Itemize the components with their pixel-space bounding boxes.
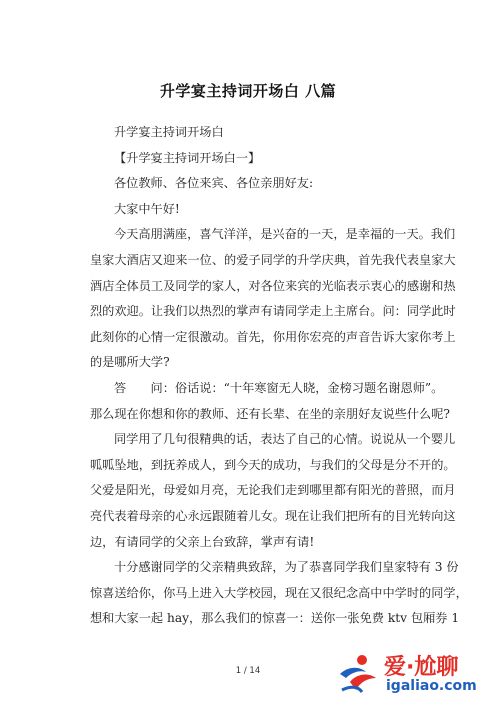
body-line: 皇家大酒店又迎来一位、的爱子同学的升学庆典，首先我代表皇家大 xyxy=(90,252,456,267)
body-line: 酒店全体员工及同学的家人，对各位来宾的光临表示衷心的感谢和热 xyxy=(90,278,456,293)
running-person-logo-icon xyxy=(332,652,382,696)
page-number: 1 / 14 xyxy=(235,666,261,676)
watermark-brand: 爱·尬聊 xyxy=(384,655,459,680)
body-line: 边，有请同学的父亲上台致辞，掌声有请! xyxy=(90,534,315,549)
body-line: 同学用了几句很精典的话，表达了自己的心情。说说从一个婴儿 xyxy=(114,432,456,447)
body-line: 烈的欢迎。让我们以热烈的掌声有请同学走上主席台。问：同学此时 xyxy=(90,304,456,319)
site-watermark xyxy=(332,650,482,698)
body-line: 此刻你的心情一定很激动。首先，你用你宏亮的声音告诉大家你考上 xyxy=(90,329,456,344)
body-line: 大家中午好! xyxy=(114,201,180,216)
body-line: 各位教师、各位来宾、各位亲朋好友: xyxy=(114,176,314,191)
watermark-url: igaliao.com xyxy=(386,678,477,694)
body-line: 父爱是阳光，母爱如月亮，无论我们走到哪里都有阳光的普照，而月 xyxy=(90,483,456,498)
body-line: 【升学宴主持词开场白一】 xyxy=(114,150,261,165)
body-line: 今天高朋满座，喜气洋洋，是兴奋的一天，是幸福的一天。我们 xyxy=(114,227,456,242)
body-line: 呱呱坠地，到抚养成人，到今天的成功，与我们的父母是分不开的。 xyxy=(90,457,456,472)
body-line: 升学宴主持词开场白 xyxy=(114,125,224,139)
document-body xyxy=(90,120,468,632)
body-line: 惊喜送给你，你马上进入大学校园，现在又很纪念高中中学时的同学， xyxy=(90,585,468,600)
body-line: 答 问：俗话说：“十年寒窗无人晓，金榜习题名谢恩师”。 xyxy=(114,380,444,395)
body-line: 的是哪所大学? xyxy=(90,355,170,370)
body-line: 想和大家一起 hay，那么我们的惊喜一：送你一张免费 ktv 包厢券 1 xyxy=(90,611,460,626)
body-line: 亮代表着母亲的心永远跟随着儿女。现在让我们把所有的目光转向这 xyxy=(90,508,456,523)
body-line: 十分感谢同学的父亲精典致辞，为了恭喜同学我们皇家特有 3 份 xyxy=(114,560,459,575)
body-line: 那么现在你想和你的教师、还有长辈、在坐的亲朋好友说些什么呢? xyxy=(90,406,450,421)
document-title: 升学宴主持词开场白 八篇 xyxy=(159,82,337,100)
